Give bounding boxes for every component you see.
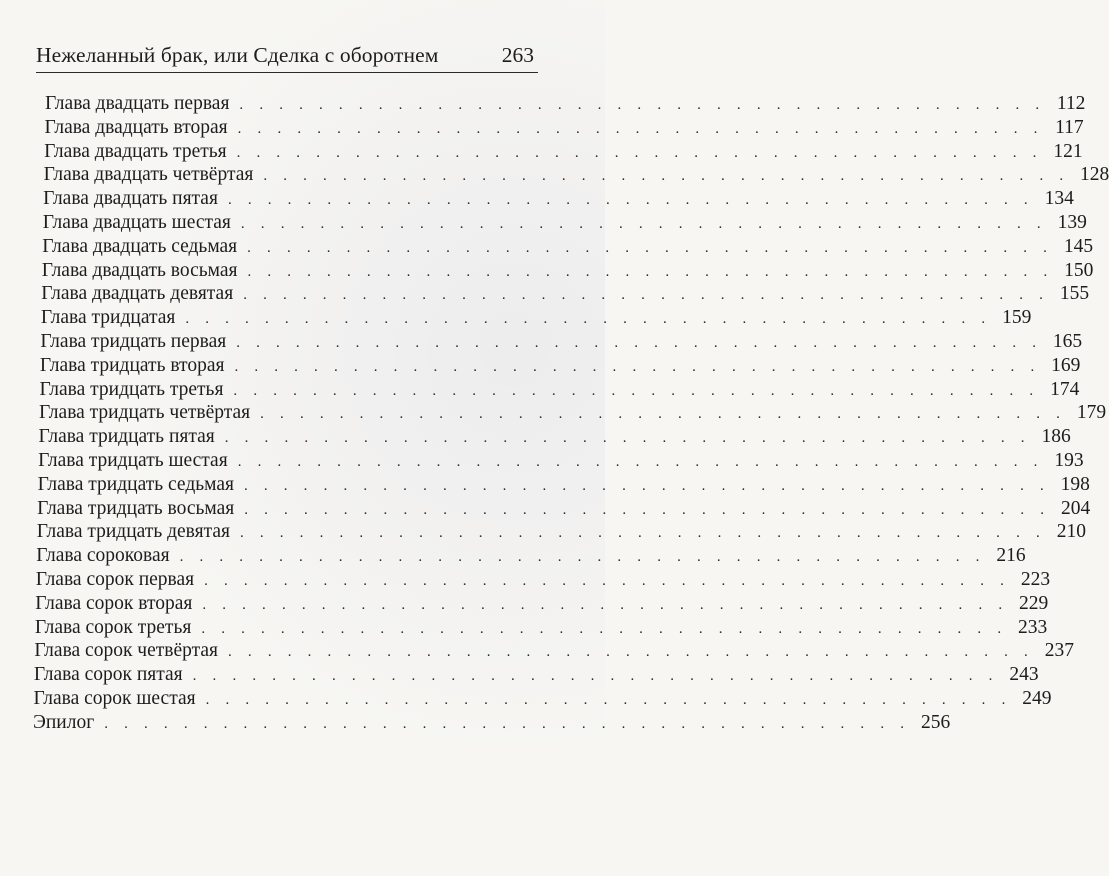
toc-entry-title: Глава тридцать пятая xyxy=(38,426,215,448)
toc-entry-page: 150 xyxy=(1064,259,1094,281)
toc-entry xyxy=(41,283,1090,309)
toc-entry xyxy=(38,426,1071,452)
toc-entry xyxy=(36,521,1086,547)
toc-entry-page: 233 xyxy=(1018,616,1048,638)
toc-entry-page: 256 xyxy=(920,711,951,733)
toc-entry-title: Глава сорок первая xyxy=(35,569,195,590)
toc-entry xyxy=(33,664,1039,690)
toc-entry xyxy=(37,497,1091,524)
toc-entry-page: 112 xyxy=(1056,93,1086,114)
toc-entry-page: 121 xyxy=(1053,140,1083,162)
toc-dot-leader: . . . . . . . . . . . . . . . . . . . . . . . . . . . . . . . . . . . . . . . . . xyxy=(239,97,1046,113)
toc-dot-leader: . . . . . . . . . . . . . . . . . . . . . . . . . . . . . . . . . . . . . . . . . xyxy=(192,668,999,685)
toc-dot-leader: . . . . . . . . . . . . . . . . . . . . . . . . . . . . . . . . . . . . . . . . . xyxy=(204,573,1011,589)
toc-entry xyxy=(42,235,1094,262)
toc-entry-title: Глава сорок вторая xyxy=(35,592,193,614)
toc-dot-leader: . . . . . . . . . . . . . . . . . . . . . . . . . . . . . . . . . . . . . . . . . xyxy=(202,596,1009,613)
toc-dot-leader: . . . . . . . . . . . . . . . . . . . . . . . . . . . . . . . . . . . . . . . . . xyxy=(263,168,1070,185)
toc-entry-title: Глава тридцать седьмая xyxy=(37,473,234,495)
toc-entry-title: Глава двадцать пятая xyxy=(43,188,218,210)
toc-entry xyxy=(33,688,1052,714)
toc-entry-page: 165 xyxy=(1052,331,1083,352)
toc-entry xyxy=(39,378,1080,405)
toc-entry-title: Глава сорок четвёртая xyxy=(34,640,219,662)
toc-entry-title: Глава двадцать шестая xyxy=(42,212,231,233)
toc-dot-leader: . . . . . . . . . . . . . . . . . . . . . . . . . . . . . . . . . . . . . . . . . xyxy=(228,644,1034,661)
toc-entry-page: 145 xyxy=(1063,235,1094,257)
toc-dot-leader: . . . . . . . . . . . . . . . . . . . . . . . . . . . . . . . . . . . . . . . . . xyxy=(244,501,1051,518)
toc-dot-leader: . . . . . . . . . . . . . . . . . . . . . . . . . . . . . . . . . . . . . . . . . xyxy=(179,549,986,566)
toc-entry xyxy=(35,592,1049,619)
toc-entry-title: Глава тридцать шестая xyxy=(38,450,228,471)
toc-entry xyxy=(39,354,1081,381)
toc-entry-page: 174 xyxy=(1050,378,1080,400)
toc-entry-title: Глава тридцать четвёртая xyxy=(39,402,251,424)
toc-entry-page: 237 xyxy=(1044,640,1074,662)
toc-entry-title: Глава тридцать третья xyxy=(39,378,224,400)
toc-entry-title: Глава сорок шестая xyxy=(33,688,196,709)
toc-entry-page: 216 xyxy=(996,545,1026,567)
toc-entry-title: Глава двадцать четвёртая xyxy=(43,164,254,186)
toc-entry xyxy=(34,640,1074,666)
toc-entry xyxy=(40,331,1083,357)
toc-entry-page: 139 xyxy=(1057,212,1087,233)
toc-entry-title: Эпилог xyxy=(33,711,95,733)
toc-entry xyxy=(37,473,1090,500)
toc-entry xyxy=(35,569,1051,595)
toc-entry xyxy=(39,402,1107,428)
toc-entry xyxy=(43,188,1074,214)
toc-entry-page: 179 xyxy=(1076,402,1107,424)
toc-entry-page: 249 xyxy=(1022,688,1052,709)
toc-dot-leader: . . . . . . . . . . . . . . . . . . . . . . . . . . . . . . . . . . . . . . . . . xyxy=(247,239,1054,256)
toc-entry-page: 128 xyxy=(1080,164,1109,186)
page-number: 263 xyxy=(501,43,534,67)
toc-dot-leader: . . . . . . . . . . . . . . . . . . . . . . . . . . . . . . . . . . . . . . . . . xyxy=(104,715,911,732)
running-title: Нежеланный брак, или Сделка с оборотнем xyxy=(36,43,439,67)
toc-dot-leader: . . . . . . . . . . . . . . . . . . . . . . . . . . . . . . . . . . . . . . . . . xyxy=(236,335,1043,351)
toc-entry xyxy=(40,307,1032,333)
toc-entry-page: 155 xyxy=(1059,283,1090,305)
toc-dot-leader: . . . . . . . . . . . . . . . . . . . . . . . . . . . . . . . . . . . . . . . . . xyxy=(201,620,1008,637)
toc-dot-leader: . . . . . . . . . . . . . . . . . . . . . . . . . . . . . . . . . . . . . . . . . xyxy=(243,287,1050,304)
toc-entry-title: Глава двадцать вторая xyxy=(44,116,228,138)
toc-entry-title: Глава тридцать первая xyxy=(40,331,227,352)
toc-entry-page: 159 xyxy=(1002,307,1032,329)
toc-entry-title: Глава двадцать девятая xyxy=(41,283,234,305)
toc-entry-title: Глава двадцать восьмая xyxy=(41,259,238,281)
toc-entry xyxy=(36,545,1026,571)
toc-entry-page: 243 xyxy=(1009,664,1039,686)
toc-entry-title: Глава сороковая xyxy=(36,545,170,567)
toc-entry-page: 210 xyxy=(1056,521,1086,543)
toc-dot-leader: . . . . . . . . . . . . . . . . . . . . . . . . . . . . . . . . . . . . . . . . . xyxy=(185,311,992,328)
toc-entry-title: Глава сорок третья xyxy=(34,616,192,638)
toc-dot-leader: . . . . . . . . . . . . . . . . . . . . . . . . . . . . . . . . . . . . . . . . . xyxy=(234,358,1041,375)
toc-entry-title: Глава двадцать первая xyxy=(45,93,230,114)
toc-entry xyxy=(42,212,1087,238)
toc-dot-leader: . . . . . . . . . . . . . . . . . . . . . . . . . . . . . . . . . . . . . . . . . xyxy=(247,263,1054,280)
toc-dot-leader: . . . . . . . . . . . . . . . . . . . . . . . . . . . . . . . . . . . . . . . . . xyxy=(240,216,1047,232)
toc-entry-page: 198 xyxy=(1060,473,1090,495)
toc-entry-page: 169 xyxy=(1051,354,1081,376)
toc-entry xyxy=(44,140,1083,167)
toc-entry xyxy=(43,164,1109,190)
toc-entry-title: Глава тридцать восьмая xyxy=(37,497,235,519)
toc-entry-page: 134 xyxy=(1044,188,1074,210)
toc-dot-leader: . . . . . . . . . . . . . . . . . . . . . . . . . . . . . . . . . . . . . . . . . xyxy=(237,454,1044,470)
toc-entry-page: 229 xyxy=(1019,592,1049,614)
toc-entry-title: Глава тридцатая xyxy=(40,307,176,329)
toc-entry xyxy=(33,711,951,738)
toc-dot-leader: . . . . . . . . . . . . . . . . . . . . . . . . . . . . . . . . . . . . . . . . . xyxy=(233,382,1040,399)
toc-entry-title: Глава тридцать вторая xyxy=(39,354,225,376)
toc-entry xyxy=(44,116,1084,143)
toc-entry-page: 193 xyxy=(1054,450,1084,471)
toc-dot-leader: . . . . . . . . . . . . . . . . . . . . . . . . . . . . . . . . . . . . . . . . . xyxy=(260,406,1067,423)
toc-entry-page: 186 xyxy=(1041,426,1071,448)
toc-dot-leader: . . . . . . . . . . . . . . . . . . . . . . . . . . . . . . . . . . . . . . . . . xyxy=(227,192,1034,209)
toc-entry-title: Глава двадцать седьмая xyxy=(42,235,238,257)
toc-entry xyxy=(41,259,1094,286)
toc-entry-title: Глава двадцать третья xyxy=(44,140,227,162)
toc-dot-leader: . . . . . . . . . . . . . . . . . . . . . . . . . . . . . . . . . . . . . . . . . xyxy=(243,477,1050,494)
toc-dot-leader: . . . . . . . . . . . . . . . . . . . . . . . . . . . . . . . . . . . . . . . . . xyxy=(205,692,1012,708)
toc-entry-title: Глава сорок пятая xyxy=(33,664,183,686)
toc-entry-page: 223 xyxy=(1020,569,1051,590)
toc-entry-title: Глава тридцать девятая xyxy=(36,521,230,543)
toc-entry xyxy=(34,616,1048,643)
toc-dot-leader: . . . . . . . . . . . . . . . . . . . . . . . . . . . . . . . . . . . . . . . . . xyxy=(237,120,1044,137)
toc-entry xyxy=(38,450,1084,476)
toc-dot-leader: . . . . . . . . . . . . . . . . . . . . . . . . . . . . . . . . . . . . . . . . . xyxy=(224,430,1031,447)
toc-entry xyxy=(45,93,1086,119)
toc-dot-leader: . . . . . . . . . . . . . . . . . . . . . . . . . . . . . . . . . . . . . . . . . xyxy=(239,525,1046,542)
toc-entry-page: 117 xyxy=(1055,116,1084,138)
toc-dot-leader: . . . . . . . . . . . . . . . . . . . . . . . . . . . . . . . . . . . . . . . . . xyxy=(236,144,1043,161)
toc-entry-page: 204 xyxy=(1060,497,1091,519)
